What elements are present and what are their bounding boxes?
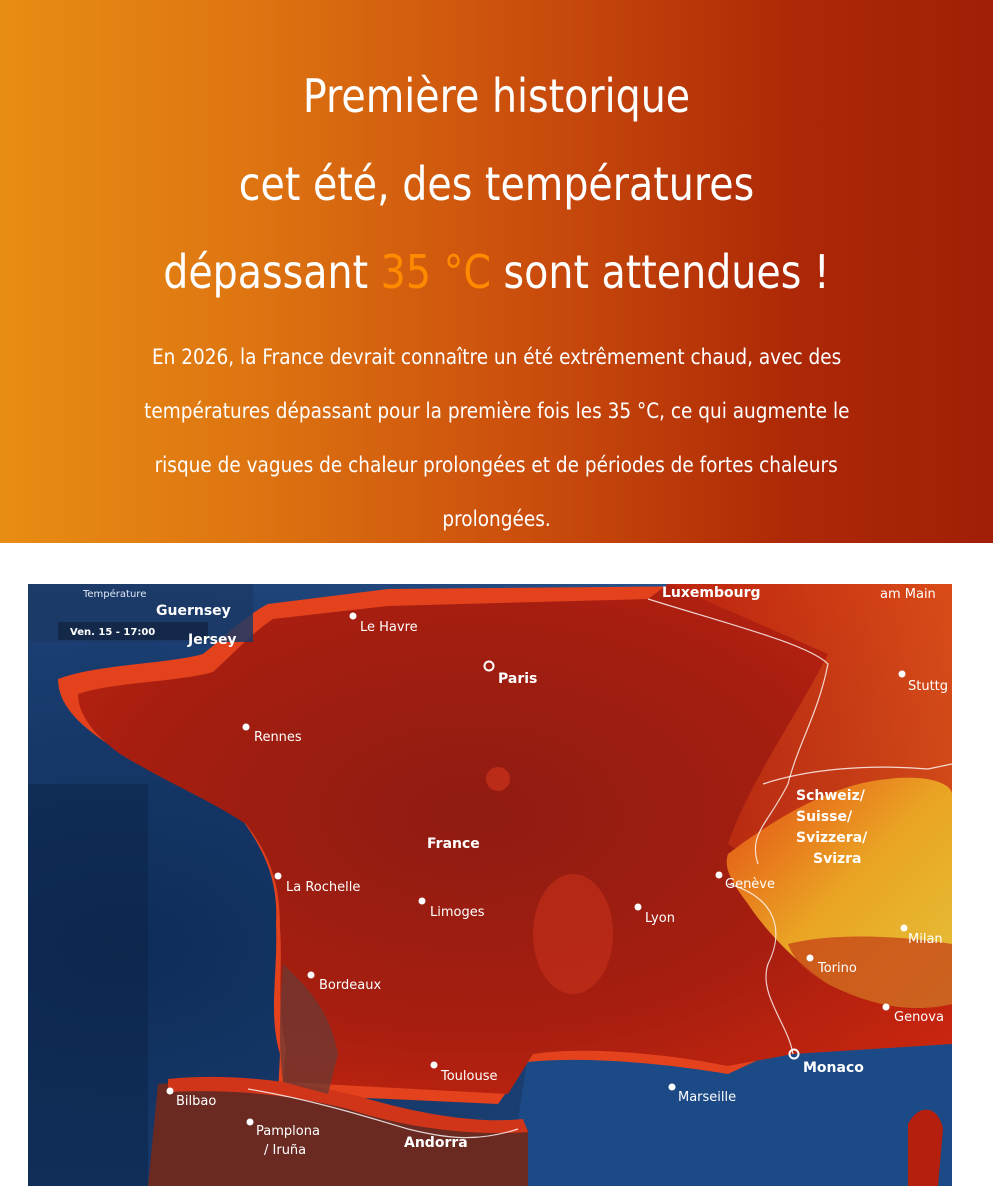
deep-ocean-shade bbox=[28, 784, 148, 1186]
label-lyon: Lyon bbox=[645, 911, 675, 926]
label-bordeaux: Bordeaux bbox=[319, 978, 382, 993]
marker-geneve bbox=[716, 872, 723, 879]
label-paris: Paris bbox=[498, 671, 538, 687]
summary-line-1: En 2026, la France devrait connaître un été extrêmement chaud, avec des bbox=[151, 345, 842, 369]
label-rennes: Rennes bbox=[254, 730, 302, 745]
marker-bilbao bbox=[167, 1088, 174, 1095]
label-am-main: am Main bbox=[880, 587, 936, 602]
marker-rennes bbox=[243, 724, 250, 731]
summary-line-4: prolongées. bbox=[442, 507, 551, 531]
label-guernsey: Guernsey bbox=[156, 603, 231, 619]
marker-pamplona bbox=[247, 1119, 254, 1126]
label-jersey: Jersey bbox=[188, 632, 237, 648]
label-pamplona-1: Pamplona bbox=[256, 1124, 320, 1139]
temperature-map bbox=[28, 584, 952, 1186]
label-bilbao: Bilbao bbox=[176, 1094, 217, 1109]
marker-bordeaux bbox=[308, 972, 315, 979]
legend-time: Ven. 15 - 17:00 bbox=[70, 627, 156, 638]
map-canvas bbox=[28, 584, 952, 1186]
article-summary bbox=[72, 330, 921, 546]
label-milan: Milan bbox=[908, 932, 943, 947]
legend-title: Température bbox=[83, 589, 147, 600]
massif-central-relief bbox=[533, 874, 613, 994]
label-toulouse: Toulouse bbox=[441, 1069, 498, 1084]
summary-line-3: risque de vagues de chaleur prolongées et de périodes de fortes chaleurs bbox=[154, 453, 839, 477]
headline-line-2: cet été, des températures bbox=[238, 157, 755, 211]
hot-spot bbox=[486, 767, 510, 791]
marker-milan bbox=[901, 925, 908, 932]
marker-marseille bbox=[669, 1084, 676, 1091]
headline-line-1: Première historique bbox=[302, 69, 691, 123]
label-france: France bbox=[427, 836, 480, 852]
label-switzerland-3: Svizzera/ bbox=[796, 830, 868, 846]
label-luxembourg: Luxembourg bbox=[662, 585, 761, 601]
marker-le-havre bbox=[350, 613, 357, 620]
label-monaco: Monaco bbox=[803, 1060, 864, 1076]
corsica bbox=[908, 1110, 943, 1186]
label-geneve: Genève bbox=[725, 877, 776, 892]
summary-line-2: températures dépassant pour la première fois les 35 °C, ce qui augmente le bbox=[143, 399, 850, 423]
marker-limoges bbox=[419, 898, 426, 905]
label-stuttgart: Stuttg bbox=[908, 679, 949, 694]
label-andorra: Andorra bbox=[404, 1135, 468, 1151]
label-limoges: Limoges bbox=[430, 905, 485, 920]
marker-la-rochelle bbox=[275, 873, 282, 880]
marker-torino bbox=[807, 955, 814, 962]
headline-banner bbox=[0, 0, 993, 543]
marker-toulouse bbox=[431, 1062, 438, 1069]
headline-line-3-start: dépassant bbox=[163, 245, 381, 299]
label-marseille: Marseille bbox=[678, 1090, 737, 1105]
label-torino: Torino bbox=[818, 961, 857, 976]
label-switzerland-2: Suisse/ bbox=[796, 809, 853, 825]
label-pamplona-2: / Iruña bbox=[264, 1143, 307, 1158]
label-switzerland-1: Schweiz/ bbox=[796, 788, 865, 804]
headline-line-3 bbox=[70, 228, 924, 316]
marker-genova bbox=[883, 1004, 890, 1011]
label-le-havre: Le Havre bbox=[360, 620, 418, 635]
marker-lyon bbox=[635, 904, 642, 911]
headline-line-3-end: sont attendues ! bbox=[490, 245, 830, 299]
label-switzerland-4: Svizra bbox=[813, 851, 862, 867]
marker-stuttgart bbox=[899, 671, 906, 678]
temperature-highlight: 35 °C bbox=[380, 245, 491, 299]
label-la-rochelle: La Rochelle bbox=[286, 880, 361, 895]
headline bbox=[70, 52, 924, 316]
label-genova: Genova bbox=[894, 1010, 944, 1025]
